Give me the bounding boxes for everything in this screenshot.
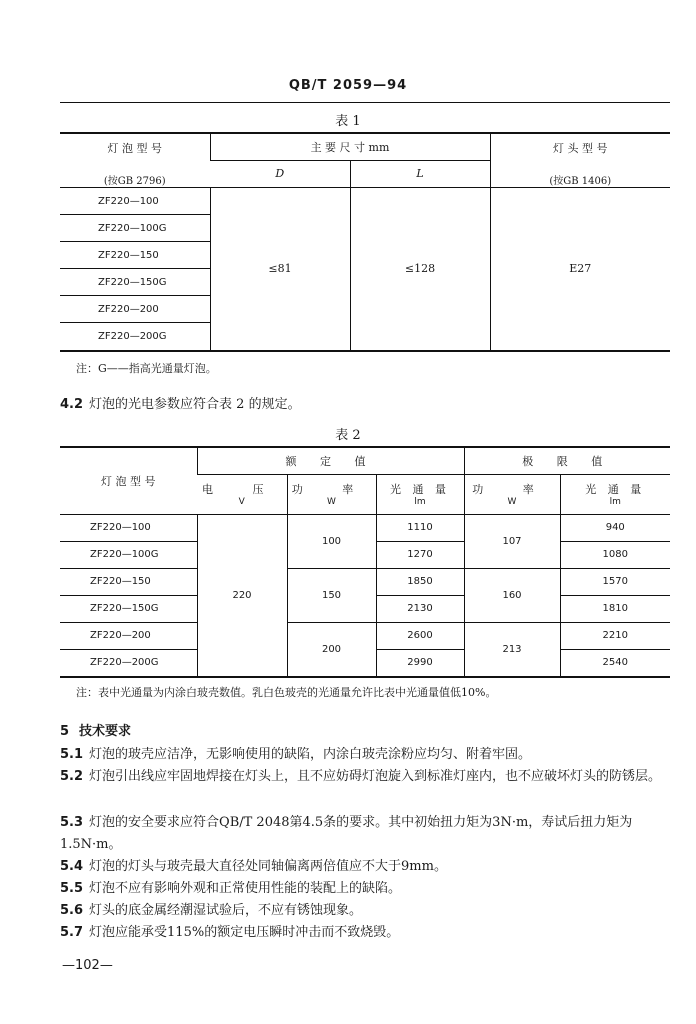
- section-heading: [60, 720, 131, 739]
- t2-limit-flux: 940: [560, 514, 670, 541]
- t2-limit-flux: 1810: [560, 595, 670, 622]
- clause-number: 4.2: [60, 397, 84, 412]
- standard-code: QB/T 2059—94: [288, 78, 408, 93]
- table1: [60, 134, 670, 350]
- t2-model: ZF220—200: [60, 622, 197, 649]
- section-number: 5: [60, 724, 70, 739]
- clause-text: 灯泡的玻壳应洁净，无影响使用的缺陷，内涂白玻壳涂粉应均匀、附着牢固。: [89, 747, 532, 762]
- t2-col-flux-label: 光 通 量: [390, 483, 450, 496]
- clause-text: 灯泡应能承受115%的额定电压瞬时冲击而不致烧毁。: [89, 925, 400, 940]
- t1-col-model-title: 灯 泡 型 号: [107, 142, 162, 155]
- table1-caption: 表 1: [335, 114, 361, 129]
- t2-col-power-unit: W: [327, 497, 336, 507]
- t1-col-cap-sub: (按GB 1406): [549, 176, 612, 187]
- t2-col-power-label: 功 率: [291, 483, 372, 496]
- t1-col-cap-title: 灯 头 型 号: [553, 142, 608, 155]
- t1-col-cap: [490, 134, 670, 188]
- t2-group-limit: 极 限 值: [464, 448, 670, 474]
- t2-col-voltage-label: 电 压: [202, 483, 282, 496]
- t2-limit-power: 107: [464, 514, 560, 568]
- t2-flux: 2600: [376, 622, 464, 649]
- t2-col-model: 灯 泡 型 号: [101, 474, 156, 488]
- t2-group-rated: 额 定 值: [197, 448, 464, 474]
- t2-model: ZF220—150: [60, 568, 197, 595]
- t1-col-model-sub: (按GB 2796): [103, 176, 166, 187]
- t2-model: ZF220—200G: [60, 649, 197, 676]
- t1-col-model: [60, 134, 210, 188]
- t2-col-lflux: [560, 474, 670, 514]
- clause-text: 灯泡的灯头与玻壳最大直径处同轴偏离两倍值应不大于9mm。: [89, 859, 447, 874]
- t1-model: ZF220—100G: [60, 215, 210, 242]
- t1-model: ZF220—200G: [60, 323, 210, 350]
- t2-flux: 1850: [376, 568, 464, 595]
- table2: [60, 448, 670, 676]
- table1-note: 注：G——指高光通量灯泡。: [76, 362, 217, 375]
- t2-flux: 1110: [376, 514, 464, 541]
- clause-number: 5.3: [60, 815, 84, 830]
- clause-number: 5.4: [60, 859, 84, 874]
- table1-bottom-rule: [60, 350, 670, 352]
- t1-model: ZF220—150: [60, 242, 210, 269]
- clause-number: 5.1: [60, 747, 84, 762]
- t2-col-voltage-unit: V: [238, 497, 245, 507]
- t2-col-lpower: [464, 474, 560, 514]
- clause-text: 灯头的底金属经潮湿试验后，不应有锈蚀现象。: [89, 903, 363, 918]
- t2-col-lflux-unit: lm: [609, 497, 621, 507]
- clause-5-3: [60, 812, 672, 856]
- clause-number: 5.2: [60, 769, 84, 784]
- t2-limit-flux: 1570: [560, 568, 670, 595]
- t2-model: ZF220—150G: [60, 595, 197, 622]
- clause-number: 5.6: [60, 903, 84, 918]
- t2-flux: 1270: [376, 541, 464, 568]
- t2-col-lpower-unit: W: [507, 497, 517, 507]
- t2-power: 200: [287, 622, 376, 676]
- t2-col-flux-unit: lm: [414, 497, 426, 507]
- t2-flux: 2130: [376, 595, 464, 622]
- t1-d-value: ≤81: [210, 188, 350, 350]
- t1-col-d: D: [210, 160, 350, 187]
- clause-number: 5.5: [60, 881, 84, 896]
- t2-limit-power: 213: [464, 622, 560, 676]
- t2-col-voltage: [197, 474, 287, 514]
- t2-limit-flux: 1080: [560, 541, 670, 568]
- table2-note: 注：表中光通量为内涂白玻壳数值。乳白色玻壳的光通量允许比表中光通量值低10%。: [76, 686, 497, 699]
- t1-col-dims: 主 要 尺 寸 mm: [210, 134, 490, 160]
- clause-5-7: [60, 922, 672, 944]
- t2-limit-flux: 2210: [560, 622, 670, 649]
- section-title: 技术要求: [79, 724, 132, 739]
- clause-text: 灯泡的安全要求应符合QB/T 2048第4.5条的要求。其中初始扭力矩为3N·m，寿试后扭力矩为1.5N·m。: [60, 815, 633, 852]
- t2-col-lpower-label: 功 率: [472, 483, 552, 496]
- t2-voltage: 220: [197, 514, 287, 676]
- t2-limit-power: 160: [464, 568, 560, 622]
- t1-cap-value: E27: [490, 188, 670, 350]
- t1-model: ZF220—200: [60, 296, 210, 323]
- t1-l-value: ≤128: [350, 188, 490, 350]
- clause-5-6: [60, 900, 672, 922]
- t2-col-flux: [376, 474, 464, 514]
- clause-5-2: [60, 766, 672, 788]
- t2-limit-flux: 2540: [560, 649, 670, 676]
- t2-flux: 2990: [376, 649, 464, 676]
- clause-text: 灯泡引出线应牢固地焊接在灯头上，且不应妨碍灯泡旋入到标准灯座内，也不应破坏灯头的防锈层。: [89, 769, 662, 784]
- t2-model: ZF220—100G: [60, 541, 197, 568]
- clause-text: 灯泡的光电参数应符合表 2 的规定。: [89, 397, 301, 412]
- clause-text: 灯泡不应有影响外观和正常使用性能的装配上的缺陷。: [89, 881, 402, 896]
- t2-power: 150: [287, 568, 376, 622]
- clause-5-1: [60, 744, 672, 766]
- clause-5-5: [60, 878, 672, 900]
- t2-power: 100: [287, 514, 376, 568]
- clause-number: 5.7: [60, 925, 84, 940]
- clause-5-4: [60, 856, 672, 878]
- t1-model: ZF220—150G: [60, 269, 210, 296]
- table2-caption: 表 2: [335, 428, 361, 443]
- t2-col-lflux-label: 光 通 量: [585, 483, 646, 496]
- header-rule: [60, 102, 670, 103]
- table2-bottom-rule: [60, 676, 670, 678]
- t1-model: ZF220—100: [60, 188, 210, 215]
- t2-col-power: [287, 474, 376, 514]
- t1-col-l: L: [350, 160, 490, 187]
- page-number: —102—: [62, 958, 113, 973]
- clause-4-2: [60, 394, 672, 416]
- t2-model: ZF220—100: [60, 514, 197, 541]
